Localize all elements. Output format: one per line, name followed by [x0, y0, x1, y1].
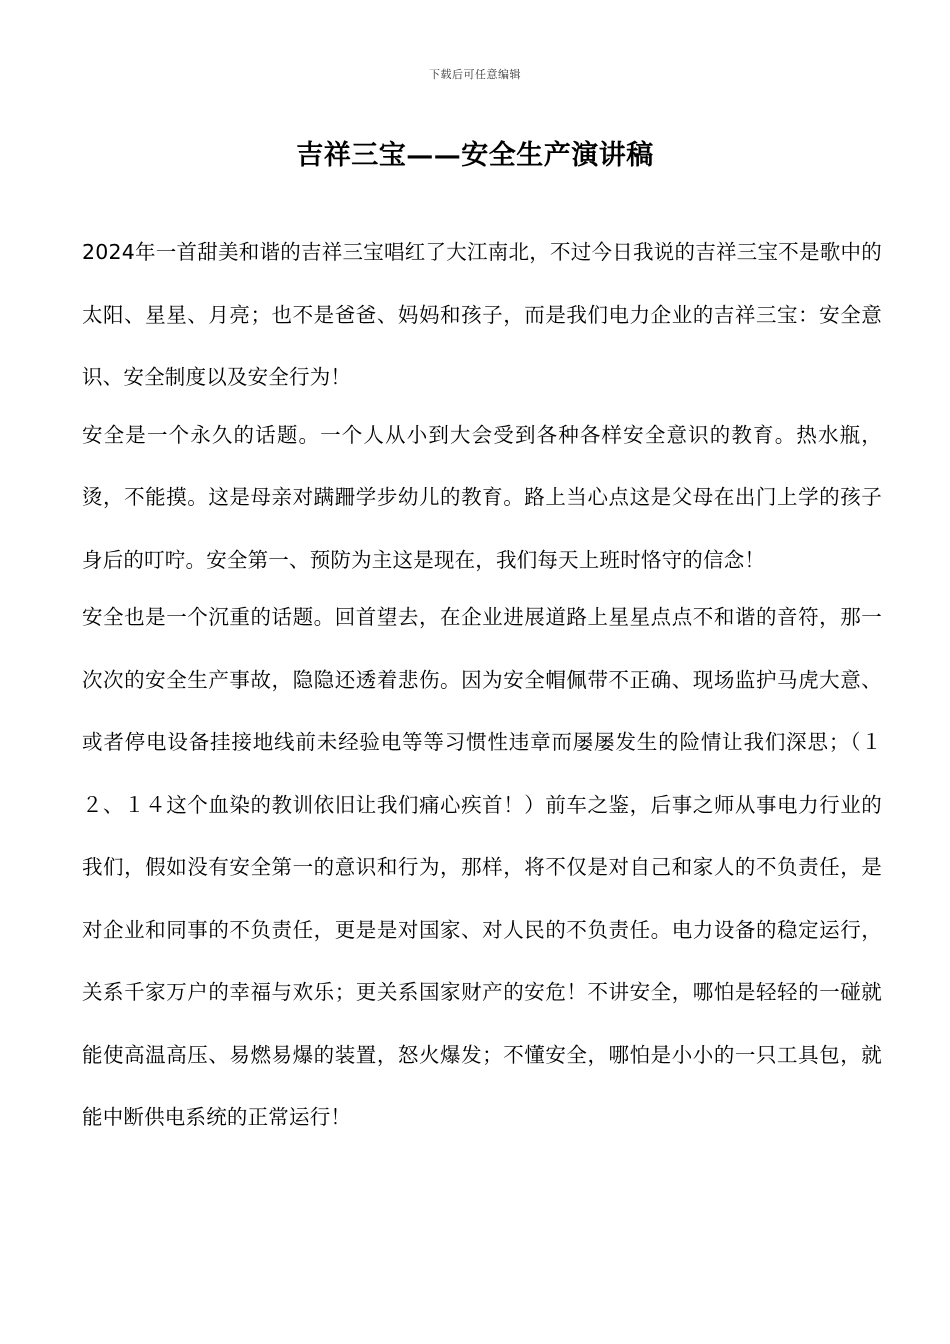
document-body — [82, 221, 882, 1149]
paragraph-intro: 2024年一首甜美和谐的吉祥三宝唱红了大江南北，不过今日我说的吉祥三宝不是歌中的太阳、星星、月亮；也不是爸爸、妈妈和孩子，而是我们电力企业的吉祥三宝：安全意识、安全制度以及安全行为！ — [82, 240, 882, 389]
document-title: 吉祥三宝——安全生产演讲稿 — [296, 140, 654, 171]
header-note: 下载后可任意编辑 — [429, 68, 521, 81]
paragraph-eternal-topic: 安全是一个永久的话题。一个人从小到大会受到各种各样安全意识的教育。热水瓶，烫，不能摸。这是母亲对蹒跚学步幼儿的教育。路上当心点这是父母在出门上学的孩子身后的叮咛。安全第一、预防为主这是现在，我们每天上班时恪守的信念！ — [82, 422, 882, 572]
paragraph-heavy-topic: 安全也是一个沉重的话题。回首望去，在企业进展道路上星星点点不和谐的音符，那一次次的安全生产事故，隐隐还透着悲伤。因为安全帽佩带不正确、现场监护马虎大意、或者停电设备挂接地线前未经验电等等习惯性违章而屡屡发生的险情让我们深思；（１２、１４这个血染的教训依旧让我们痛心疾首！）前车之鉴，后事之师从事电力行业的我们，假如没有安全第一的意识和行为，那样，将不仅是对自己和家人的不负责任，是对企业和同事的不负责任，更是是对国家、对人民的不负责任。电力设备的稳定运行，关系千家万户的幸福与欢乐；更关系国家财产的安危！不讲安全，哪怕是轻轻的一碰就能使高温高压、易燃易爆的装置，怒火爆发；不懂安全，哪怕是小小的一只工具包，就能中断供电系统的正常运行！ — [82, 605, 882, 1129]
